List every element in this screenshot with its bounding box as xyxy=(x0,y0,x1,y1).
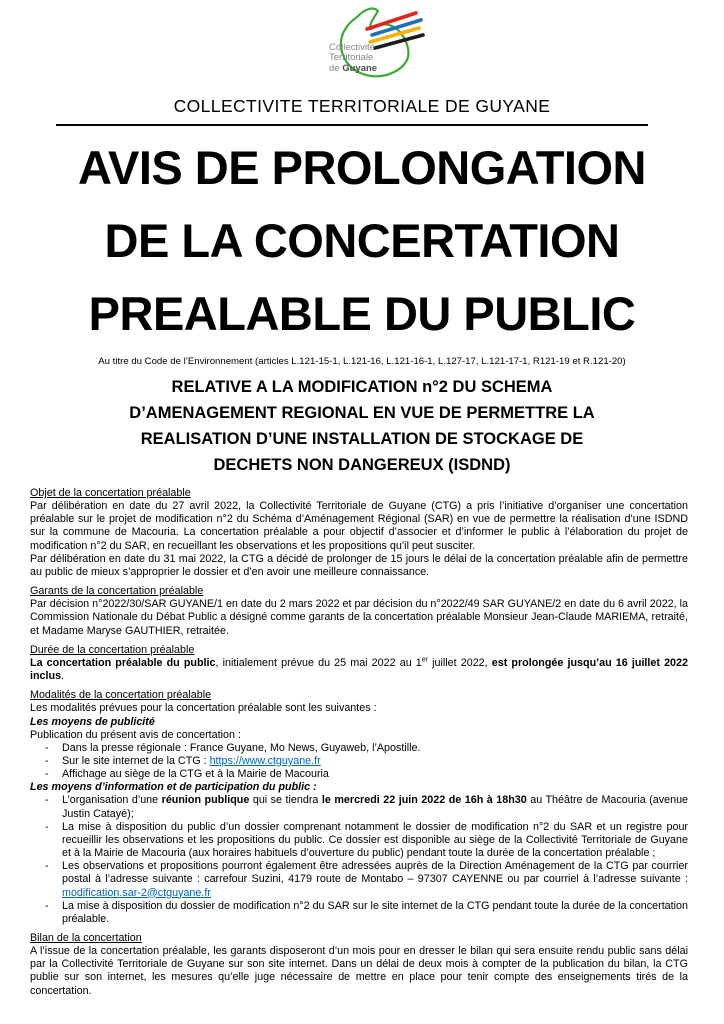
ordinal-superscript: er xyxy=(421,656,429,664)
main-title-line3: PREALABLE DU PUBLIC xyxy=(88,287,636,340)
information-subheading: Les moyens d’information et de participation du public : xyxy=(30,781,317,794)
section-heading-modalites: Modalités de la concertation préalable xyxy=(30,689,212,702)
section-heading-bilan: Bilan de la concertation xyxy=(30,932,142,944)
bullet-affichage: - Affichage au siège de la CTG et à la Mairie de Macouria xyxy=(30,768,688,781)
bullet-dossier: - La mise à disposition du public d’un dossier comprenant notamment le dossier de modification n°2 du SAR et un registre pour recueillir les observations et les propositions du public. Ce dossier est disponible au siège de la Collectivité Territoriale de Guyane et à la Mairie de Macouria (aux horaires habituels d’ouverture du public) pendant toute la durée de la concertation préalable ; xyxy=(30,821,688,860)
bilan-paragraph: A l’issue de la concertation préalable, les garants disposeront d’un mois pour en dresser le bilan qui sera ensuite rendu public sans délai par la Collectivité Territoriale de Guyane sur son site internet. Dans un délai de deux mois à compter de la publication du bilan, la CTG publie sur son internet, les mesures qu’elle juge nécessaire de mettre en place pour tenir compte des enseignements tirés de la concertation. xyxy=(30,945,688,997)
main-title-line1: AVIS DE PROLONGATION xyxy=(78,141,646,194)
duree-bold-lead: La concertation préalable du public xyxy=(30,656,216,669)
duree-bold-prolongation: est prolongée jusqu’au 16 juillet 2022 inclus xyxy=(30,656,688,683)
bullet-presse: - Dans la presse régionale : France Guyane, Mo News, Guyaweb, l’Apostille. xyxy=(30,742,688,755)
notice-body xyxy=(30,487,688,998)
publicite-subheading: Les moyens de publicité xyxy=(30,715,155,728)
subtitle-line3: REALISATION D’UNE INSTALLATION DE STOCKAGE DE xyxy=(140,430,584,448)
modalites-intro: Les modalités prévues pour la concertation préalable sont les suivantes : xyxy=(30,702,377,715)
subtitle-line2: D’AMENAGEMENT REGIONAL EN VUE DE PERMETTRE LA xyxy=(129,404,595,422)
ctg-website-link[interactable]: https://www.ctguyane.fr xyxy=(209,754,321,767)
bullet-site-internet: - Sur le site internet de la CTG : https://www.ctguyane.fr xyxy=(30,755,688,768)
modification-email-link[interactable]: modification.sar-2@ctguyane.fr xyxy=(62,886,211,899)
publicite-intro: Publication du présent avis de concertation : xyxy=(30,728,241,741)
bullet-observations: - Les observations et propositions pourront également être adressées auprès de la Direction Aménagement de la CTG par courrier postal à l’adresse suivante : carrefour Suzini, 4179 route de Montabo – 97307 CAYENNE ou par courriel à l’adresse suivante : modification.sar-2@ctguyane.fr xyxy=(30,860,688,899)
logo-text-line3: de Guyane xyxy=(329,63,378,74)
garants-paragraph: Par décision n°2022/30/SAR GUYANE/1 en date du 2 mars 2022 et par décision du n°2022/49 SAR GUYANE/2 en date du 6 avril 2022, la Commission Nationale du Débat Public a désigné comme garants de la concertation préalable Monsieur Jean-Claude MARIEMA, retraité, et Madame Maryse GAUTHIER, retraitée. xyxy=(30,598,688,637)
header-divider xyxy=(56,124,648,126)
section-heading-duree: Durée de la concertation préalable xyxy=(30,643,195,656)
reunion-publique-bold: réunion publique xyxy=(161,794,250,807)
logo-stripes xyxy=(367,13,423,48)
subtitle-line1: RELATIVE A LA MODIFICATION n°2 DU SCHEMA xyxy=(171,378,553,396)
duree-paragraph: La concertation préalable du public, initialement prévue du 25 mai 2022 au 1er juillet 2022, est prolongée jusqu’au 16 juillet 2022 inclus. xyxy=(30,656,688,683)
bullet-mise-en-ligne: - La mise à disposition du dossier de modification n°2 du SAR sur le site internet de la CTG pendant toute la durée de la concertation préalable. xyxy=(30,900,688,926)
ctg-logo-icon xyxy=(315,4,437,84)
section-heading-objet: Objet de la concertation préalable xyxy=(30,487,191,499)
objet-paragraph-1: Par délibération en date du 27 avril 2022, la Collectivité Territoriale de Guyane (CTG) a pris l’initiative d’organiser une concertation préalable sur le projet de modification n°2 du Schéma d’Aménagement Régional (SAR) en vue de permettre la réalisation d’une ISDND sur la commune de Macouria. La concertation préalable a pour objectif d’associer et d’informer le public à l’élaboration du projet de modification n°2 du SAR, en recueillant les observations et les propositions qu’il peut susciter. xyxy=(30,500,688,552)
organization-title: COLLECTIVITE TERRITORIALE DE GUYANE xyxy=(173,96,551,116)
bullet-reunion-publique: - L’organisation d’une réunion publique qui se tiendra le mercredi 22 juin 2022 de 16h à 18h30 au Théâtre de Macouria (avenue Justin Catayé); xyxy=(30,794,688,820)
main-title-line2: DE LA CONCERTATION xyxy=(104,214,620,267)
logo-text-line2: Territoriale xyxy=(329,52,374,63)
legal-reference: Au titre du Code de l’Environnement (articles L.121-15-1, L.121-16, L.121-16-1, L.127-17, L.121-17-1, R121-19 et R.121-20) xyxy=(98,356,626,367)
objet-paragraph-2: Par délibération en date du 31 mai 2022, la CTG a décidé de prolonger de 15 jours le délai de la concertation préalable afin de permettre au public de mieux s’approprier le dossier et d’en avoir une meilleure connaissance. xyxy=(30,552,688,578)
logo-text-line1: Collectivité xyxy=(329,42,375,53)
subtitle-line4: DECHETS NON DANGEREUX (ISDND) xyxy=(213,456,511,474)
reunion-date-bold: le mercredi 22 juin 2022 de 16h à 18h30 xyxy=(321,794,527,807)
ctg-logo xyxy=(0,0,724,84)
subtitle xyxy=(0,374,724,478)
section-heading-garants: Garants de la concertation préalable xyxy=(30,585,204,598)
main-title xyxy=(0,131,724,350)
